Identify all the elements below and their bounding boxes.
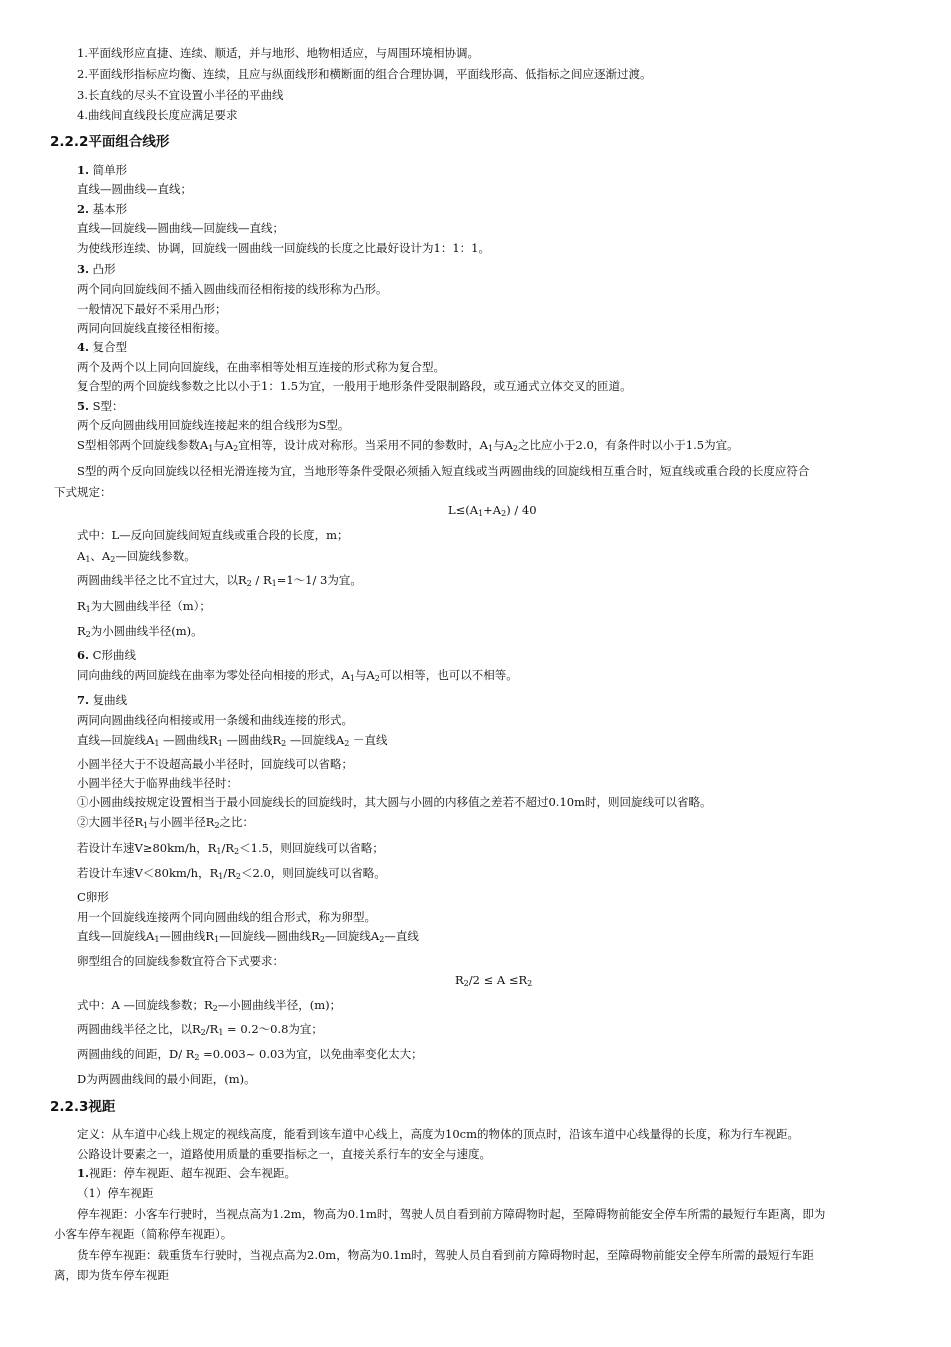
paragraph-line: 为使线形连续、协调，回旋线一圆曲线一回旋线的长度之比最好设计为1：1：1。 [77,241,490,255]
item-title: 简单形 [92,163,128,177]
item-title: 基本形 [92,202,128,216]
list-item: 4.曲线间直线段长度应满足要求 [77,108,238,122]
list-item: 2.平面线形指标应均衡、连续，且应与纵面线形和横断面的组合合理协调，平面线形高、低指标之间应逐渐过渡。 [77,67,652,81]
paragraph-line: 定义：从车道中心线上规定的视线高度，能看到该车道中心线上，高度为10cm的物体的顶点时，沿该车道中心线量得的长度，称为行车视距。 [77,1127,799,1141]
paragraph-line: 小圆半径大于不设超高最小半径时，回旋线可以省略； [77,757,353,771]
paragraph-line: 小圆半径大于临界曲线半径时： [77,776,238,790]
item-title: C形曲线 [92,648,136,662]
item-title: 复合型 [92,340,128,354]
paragraph-line: 1.视距：停车视距、超车视距、会车视距。 [77,1166,297,1180]
item-number: 6. [77,648,90,662]
item-title: S型： [92,399,124,413]
paragraph-line: 一般情况下最好不采用凸形； [77,302,227,316]
paragraph-line: D为两圆曲线间的最小间距，(m)。 [77,1072,256,1086]
paragraph-line: 两同向圆曲线径向相接或用一条缓和曲线连接的形式。 [77,713,353,727]
paragraph-line: ①小圆曲线按规定设置相当于最小回旋线长的回旋线时，其大圆与小圆的内移值之差若不超过0.10m时，则回旋线可以省略。 [77,795,712,809]
paragraph-line: 若设计车速V＜80km/h，$R_1/R_2<2.0$，则回旋线可以省略。 [77,866,386,881]
paragraph-line: 式中：A —回旋线参数；$R_2—$小圆曲线半径，(m)； [77,998,342,1013]
paragraph-line: 两圆曲线的间距，D/ $R_2$ =0.003~ 0.03为宜，以免曲率变化太大； [77,1047,423,1062]
paragraph-line: ②大圆半径$R_1$与小圆半径$R_2$之比： [77,815,255,830]
paragraph-line: 两个反向圆曲线用回旋线连接起来的组合线形为S型。 [77,418,350,432]
paragraph-line: 离，即为货车停车视距 [54,1268,169,1282]
paragraph-line: 复合型的两个回旋线参数之比以小于1：1.5为宜，一般用于地形条件受限制路段，或互通式立体交叉的匝道。 [77,379,632,393]
paragraph-line: 两个同向回旋线间不插入圆曲线而径相衔接的线形称为凸形。 [77,282,388,296]
item-number: 7. [77,693,90,707]
paragraph-line: 两圆曲线半径之比不宜过大，以$R_2$ / $R_1=1\sim 1/$ 3为宜。 [77,573,362,588]
paragraph-line: 卵型组合的回旋线参数宜符合下式要求： [77,954,284,968]
paragraph-line: 下式规定： [54,485,112,499]
item-number: 1. [77,163,90,177]
item-number: 5. [77,399,90,413]
subsection-title-s-type [77,398,124,414]
list-item: 3.长直线的尽头不宜设置小半径的平曲线 [77,88,284,102]
paragraph-line: $R_2$为小圆曲线半径(m)。 [77,624,203,639]
paragraph-line: 式中：L—反向回旋线间短直线或重合段的长度，m； [77,528,349,542]
subsection-title-compound [77,339,127,355]
paragraph-line: $A_1$、$A_2—$回旋线参数。 [77,549,196,564]
subsection-title-convex [77,261,116,277]
paragraph-line: 同向曲线的两回旋线在曲率为零处径向相接的形式，$A_1$与$A_2$可以相等，也可以不相等。 [77,668,518,683]
paragraph-line: 两同向回旋线直接径相衔接。 [77,321,227,335]
subsection-title-simple [77,162,127,178]
paragraph-line: 直线—回旋线—圆曲线—回旋线—直线； [77,221,284,235]
paragraph-line: 停车视距：小客车行驶时，当视点高为1.2m，物高为0.1m时，驾驶人员自看到前方障碍物时起，至障碍物前能安全停车所需的最短行车距离，即为 [77,1207,826,1221]
section-heading-222: 2.2.2平面组合线形 [50,134,170,150]
subsection-title-complex [77,692,127,708]
formula-s-type: $L\le(A_1+A_2) / 40$ [448,503,537,518]
paragraph-line: 用一个回旋线连接两个同向圆曲线的组合形式，称为卵型。 [77,910,376,924]
paragraph-line: 两个及两个以上同向回旋线，在曲率相等处相互连接的形式称为复合型。 [77,360,445,374]
paragraph-line: 两圆曲线半径之比，以$R_2/R_1$ = 0.2～0.8为宜； [77,1022,323,1037]
paragraph-line: 直线—回旋线$A_1$ —圆曲线$R_1$ —圆曲线$R_2$ —回旋线$A_2$ －直线 [77,733,388,748]
paragraph-line: 公路设计要素之一，道路使用质量的重要指标之一，直接关系行车的安全与速度。 [77,1147,491,1161]
paragraph-line: 直线—回旋线$A_1—$圆曲线$R_1—$回旋线—圆曲线$R_2—$回旋线$A_2—$直线 [77,929,419,944]
subsection-title-egg: C卵形 [77,890,109,904]
subsection-title-c-type [77,647,136,663]
item-number: 4. [77,340,90,354]
paragraph-line: 货车停车视距：载重货车行驶时，当视点高为2.0m，物高为0.1m时，驾驶人员自看到前方障碍物时起，至障碍物前能安全停车所需的最短行车距 [77,1248,814,1262]
item-number: 3. [77,262,90,276]
paragraph-line: $R_1$为大圆曲线半径（m）； [77,599,211,614]
item-title: 凸形 [92,262,116,276]
paragraph-line: （1）停车视距 [77,1186,154,1200]
subsection-title-basic [77,201,127,217]
list-item: 1.平面线形应直捷、连续、顺适，并与地形、地物相适应，与周围环境相协调。 [77,46,479,60]
paragraph-line: 直线—圆曲线—直线； [77,182,192,196]
item-number: 2. [77,202,90,216]
item-title: 复曲线 [92,693,128,707]
paragraph-line: S型相邻两个回旋线参数$A_1$与$A_2$宜相等，设计成对称形。当采用不同的参数时，$A_1$与$A_2$之比应小于2.0，有条件时以小于1.5为宜。 [77,438,739,453]
paragraph-line: 小客车停车视距（简称停车视距）。 [54,1227,233,1241]
section-heading-223: 2.2.3视距 [50,1099,116,1115]
paragraph-line: S型的两个反向回旋线以径相光滑连接为宜，当地形等条件受限必须插入短直线或当两圆曲线的回旋线相互重合时，短直线或重合段的长度应符合 [77,464,810,478]
formula-egg: $R_2/2 \le A \le R_2$ [455,973,533,988]
paragraph-line: 若设计车速V≥80km/h，$R_1/R_2<1.5$，则回旋线可以省略； [77,841,384,856]
